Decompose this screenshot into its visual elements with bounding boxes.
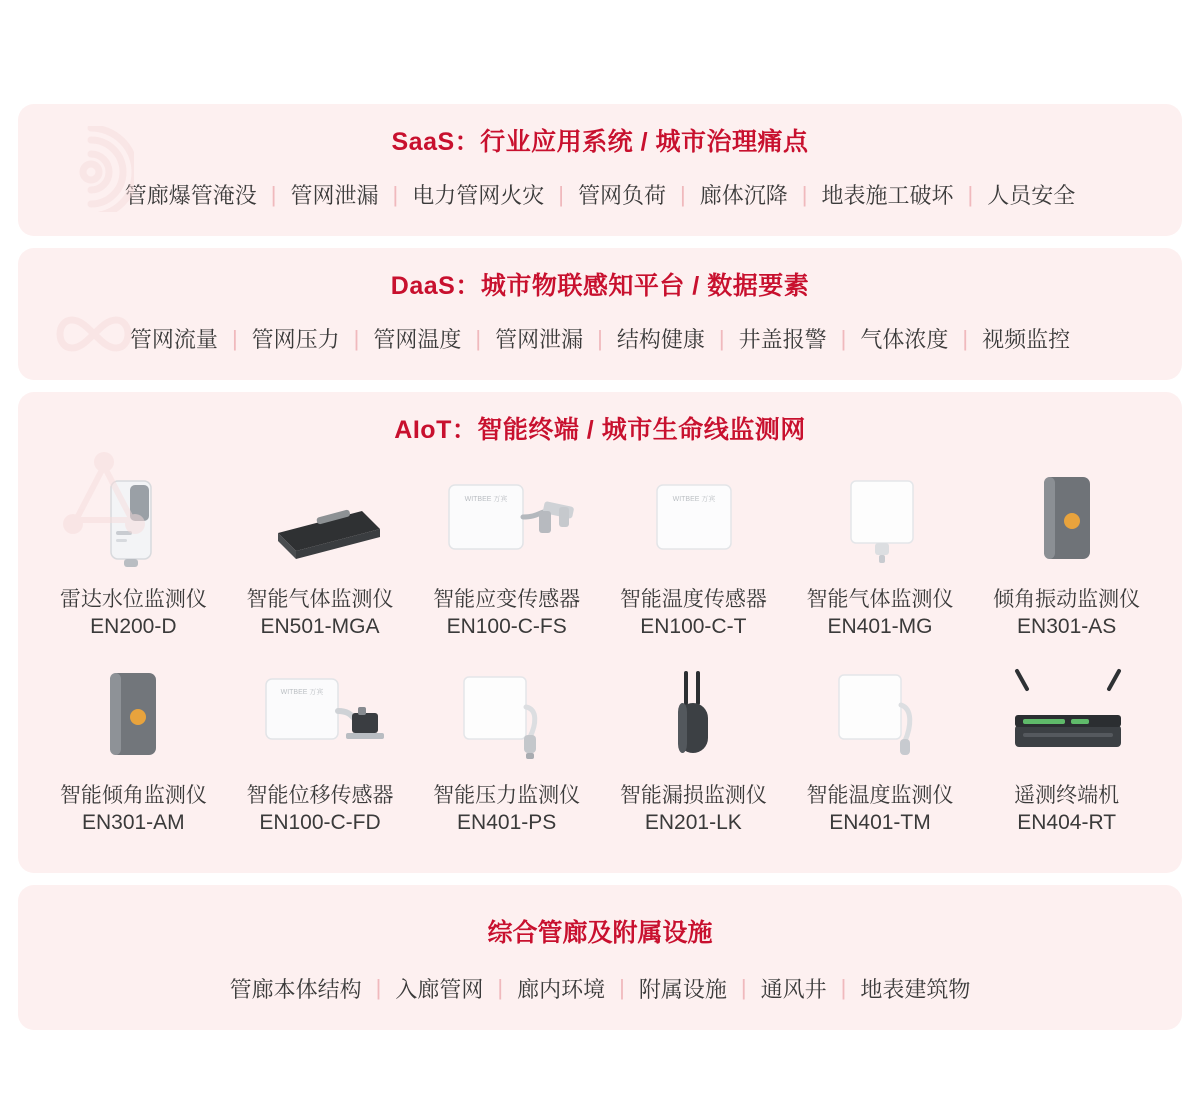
device-card[interactable]	[600, 657, 787, 847]
device-card[interactable]	[787, 461, 974, 651]
layer-base-facility	[18, 885, 1182, 1030]
device-grid	[18, 443, 1182, 873]
radar-level-meter-icon	[78, 467, 188, 575]
device-model: EN100-C-FD	[259, 810, 381, 834]
tag-divider: |	[392, 181, 399, 207]
tag-item[interactable]: 管网流量	[129, 327, 218, 352]
tag-item[interactable]: 井盖报警	[738, 327, 827, 352]
layer-daas-tag-row	[18, 299, 1182, 380]
layer-saas-kicker: SaaS	[391, 128, 455, 156]
tag-item[interactable]: 结构健康	[616, 327, 705, 352]
layer-saas	[18, 104, 1182, 236]
strain-sensor-icon	[427, 467, 587, 575]
tag-divider: |	[840, 325, 847, 351]
device-name: 智能压力监测仪	[433, 783, 581, 807]
layer-saas-subtitle: 行业应用系统 / 城市治理痛点	[480, 128, 809, 156]
device-name: 倾角振动监测仪	[993, 588, 1141, 611]
layer-daas-kicker: DaaS	[390, 272, 456, 300]
svg-text:WITBEE 万宾: WITBEE 万宾	[464, 496, 508, 503]
tag-divider: |	[558, 181, 564, 207]
tag-item[interactable]: 附属设施	[638, 976, 727, 1002]
rtu-router-icon	[987, 663, 1147, 771]
tag-item[interactable]: 地表建筑物	[860, 976, 971, 1002]
device-card[interactable]	[973, 657, 1160, 847]
tag-divider: |	[597, 325, 603, 351]
tag-item[interactable]: 人员安全	[987, 183, 1076, 208]
tag-item[interactable]: 管网温度	[373, 327, 462, 352]
layer-base-title: 综合管廊及附属设施	[487, 918, 713, 947]
tilt-vibration-icon	[1012, 467, 1122, 575]
tag-item[interactable]: 气体浓度	[860, 327, 949, 352]
layer-daas	[18, 248, 1182, 380]
architecture-stack	[18, 104, 1182, 1042]
tag-item[interactable]: 电力管网火灾	[412, 183, 545, 208]
tag-item[interactable]: 管网压力	[251, 327, 340, 352]
device-model: EN401-PS	[457, 810, 557, 834]
displacement-sensor-icon	[240, 663, 400, 771]
layer-saas-title	[18, 104, 1182, 155]
gas-monitor-white-icon	[815, 467, 945, 575]
layer-aiot	[18, 392, 1182, 873]
device-card[interactable]	[600, 461, 787, 651]
tag-divider: |	[718, 325, 725, 351]
tag-item[interactable]: 地表施工破坏	[821, 183, 954, 208]
device-card[interactable]	[40, 657, 227, 847]
tag-item[interactable]: 管廊爆管淹没	[124, 183, 257, 208]
pressure-monitor-icon	[432, 663, 582, 771]
temperature-monitor-icon	[805, 663, 955, 771]
device-name: 智能倾角监测仪	[59, 783, 207, 807]
tag-item[interactable]: 通风井	[760, 976, 827, 1002]
tag-divider: |	[270, 181, 277, 207]
layer-daas-colon: ：	[455, 272, 481, 300]
layer-aiot-colon: ：	[451, 416, 478, 444]
temperature-sensor-icon	[623, 467, 763, 575]
tag-item[interactable]: 管网泄漏	[495, 327, 584, 352]
tag-divider: |	[353, 325, 360, 351]
tag-divider: |	[375, 975, 382, 1000]
device-card[interactable]	[227, 461, 414, 651]
device-card[interactable]	[413, 657, 600, 847]
tag-divider: |	[740, 975, 747, 1000]
device-name: 智能温度传感器	[619, 588, 767, 611]
tag-divider: |	[475, 325, 482, 351]
device-name: 遥测终端机	[1014, 783, 1120, 807]
layer-aiot-title	[18, 392, 1182, 443]
device-card[interactable]	[413, 461, 600, 651]
device-model: EN301-AM	[81, 810, 185, 834]
tag-divider: |	[497, 975, 504, 1000]
device-name: 智能应变传感器	[433, 588, 581, 611]
svg-text:WITBEE 万宾: WITBEE 万宾	[672, 496, 716, 503]
svg-text:WITBEE 万宾: WITBEE 万宾	[280, 688, 324, 696]
device-model: EN100-C-FS	[446, 614, 567, 638]
device-model: EN201-LK	[644, 810, 742, 834]
layer-aiot-subtitle: 智能终端 / 城市生命线监测网	[477, 416, 806, 444]
layer-aiot-kicker: AIoT	[394, 416, 452, 444]
layer-saas-tag-row	[18, 155, 1182, 236]
device-name: 智能气体监测仪	[806, 588, 954, 611]
tilt-monitor-icon	[78, 663, 188, 771]
device-model: EN301-AS	[1017, 614, 1117, 638]
tag-divider: |	[231, 325, 238, 351]
tag-item[interactable]: 管廊本体结构	[229, 976, 362, 1002]
device-card[interactable]	[227, 657, 414, 847]
layer-saas-colon: ：	[454, 128, 481, 156]
device-name: 智能温度监测仪	[806, 783, 954, 807]
device-model: EN501-MGA	[260, 614, 380, 638]
tag-divider: |	[801, 181, 808, 207]
layer-base-tag-row	[18, 949, 1182, 1030]
device-model: EN401-TM	[829, 810, 931, 834]
device-card[interactable]	[787, 657, 974, 847]
tag-divider: |	[619, 975, 625, 1000]
device-card[interactable]	[40, 461, 227, 651]
tag-item[interactable]: 入廊管网	[395, 976, 484, 1002]
device-name: 雷达水位监测仪	[59, 588, 207, 611]
tag-item[interactable]: 管网负荷	[577, 183, 666, 208]
tag-divider: |	[962, 325, 969, 351]
device-model: EN200-D	[90, 614, 177, 638]
tag-divider: |	[680, 181, 686, 207]
gas-monitor-dark-icon	[250, 467, 390, 575]
device-model: EN100-C-T	[640, 614, 747, 638]
device-name: 智能漏损监测仪	[619, 783, 767, 807]
device-card[interactable]	[973, 461, 1160, 651]
device-name: 智能位移传感器	[246, 783, 394, 807]
tag-item[interactable]: 廊体沉降	[699, 183, 788, 208]
layer-daas-subtitle: 城市物联感知平台 / 数据要素	[480, 272, 810, 300]
device-model: EN401-MG	[827, 614, 933, 638]
tag-item[interactable]: 视频监控	[982, 327, 1071, 352]
device-model: EN404-RT	[1017, 810, 1117, 834]
tag-divider: |	[840, 975, 847, 1000]
tag-item[interactable]: 管网泄漏	[290, 183, 379, 208]
leak-monitor-icon	[638, 663, 748, 771]
tag-divider: |	[967, 181, 974, 207]
device-name: 智能气体监测仪	[246, 588, 394, 611]
tag-item[interactable]: 廊内环境	[517, 976, 606, 1002]
layer-daas-title	[18, 248, 1182, 299]
